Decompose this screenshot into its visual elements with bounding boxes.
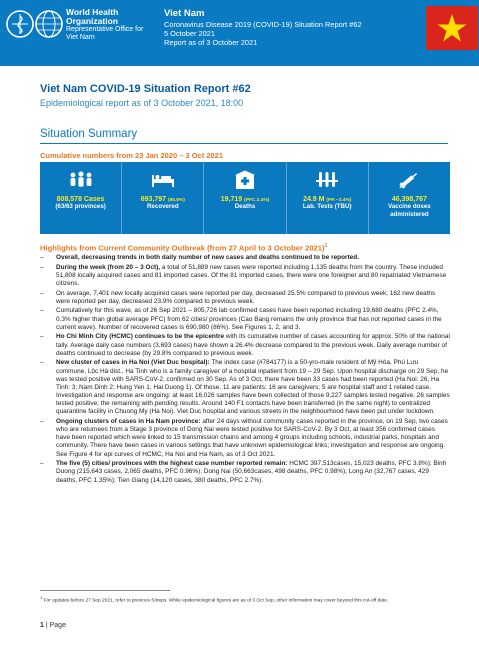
stat-recovered-number: 693,797 [140,196,167,203]
stat-deaths-pfc: (PFC 2.4%) [244,198,270,203]
hospital-icon [232,170,258,190]
highlights-title [40,243,327,253]
bullet-text: HCMC 397,513cases, 15,023 deaths, PFC 3.8%); Binh Duong (215,643 cases, 2,065 deaths, PFC 0.96%); Dong Nai (50,663cases, 498 deaths, PFC 0.98%); Long An (32,767 cases, 429 deaths, PFC 1.35%); Tien Giang (14,120 cases, 380 deaths, PFC 2.7%). [56,460,447,484]
bullet-lead: New cluster of cases in Ha Noi (Viet Duc hospital): [56,359,210,367]
people-icon [68,170,94,190]
page-subtitle: Epidemiological report as of 3 October 2021, 18:00 [40,98,244,108]
bullet-item [40,333,450,357]
who-name-block [66,8,156,42]
footnote-ref: 1 [324,243,328,249]
footnote-divider [40,590,170,591]
stat-deaths-number: 19,719 [220,196,243,203]
bullet-lead: Overall, decreasing trends in both daily number of new cases and deaths continued to be reported. [56,254,359,261]
org-name: World Health Organization [66,7,119,26]
patient-bed-icon [150,170,176,190]
bullet-text: The index case (#784177) is a 50-yro-male resident of Mỹ Hòa, Phú Lưu commune, Lộc Hà dist., Ha Tinh who is a family caregiver of a hospital inpatient from 19 – 29 Sep. Upon hospital discharge on 29 Sep, he was tested positive with SARS-CoV-2, confirmed on 30 Sep. As of 3 Oct, there have been 33 cases had been reported (Ha Noi: 26; Ha Tinh: 3; Nam Dinh 2; Hung Yen 1; Hai Duong 1). Of those, 11 are patients; 16 are caregivers; 5 are hospital staff and 1 related case. Investigation and response are ongoing: at least 16,026 samples have been collected of those 9,227 samples tested negative, 26 samples tested positive; the remaining with pending results. Around 140 F1 contacts have been transferred (in the same night) to centralized quarantine facility in Chuong My (Ha Noi). Viet Duc hospital and various streets in the neighbourhood have been put under lockdown. [56,359,450,416]
bullet-item [40,460,450,484]
header-date: 5 October 2021 [164,29,215,38]
bullet-item [40,290,450,306]
footnote-mark: 1 [40,595,43,600]
page-number-value: 1 [40,622,44,629]
bullet-item [40,359,450,416]
page-label: Page [49,622,66,629]
highlights-list [40,254,450,486]
header-report-title: Coronavirus Disease 2019 (COVID-19) Situation Report #62 [164,20,362,29]
stat-tests-value [287,196,368,203]
stat-vaccines-label: Vaccine doses administered [388,203,431,218]
test-tube-icon [314,170,340,190]
stat-cases [40,162,122,234]
header-asof: Report as of 3 October 2021 [164,38,258,47]
stat-vaccines-value: 46,398,767 [391,196,427,203]
report-header [0,0,479,66]
who-emblem-icon [4,8,64,40]
footnote-text: For updates before 27 Sep 2021, refer to previous Sitreps. While epidemiological figures are as of 3 Oct Sep, other information may cover beyond this cut-off date. [43,598,389,604]
bullet-item [40,418,450,459]
section-title: Situation Summary [40,128,138,140]
bullet-item [40,264,450,288]
bullet-item [40,254,450,262]
stat-cases-label: (63/63 provinces) [55,203,106,210]
stat-tests-label: Lab. Tests (TBU) [302,203,352,210]
stats-panel [40,162,450,234]
bullet-text: Cumulatively for this wave, as of 26 Sep 2021 – 805,726 lab confirmed cases have been reported including 19,680 deaths (PFC 2.4%, 0.3% higher than global average PFC) from 62 cities/ provinces (Cao Bang remains the only province that has not reported cases in the current wave). Number of recovered cases is 690,980 (86%). See Figures 1, 2, and 3. [56,307,442,331]
bullet-text: after 24 days without community cases reported in the province, on 19 Sep, two cases who are returnees from a Stage 3 province of Dong Nai were tested positive for SARS-CoV-2. By 3 Oct, at least 356 confirmed cases have been reported which were linked to 15 transmission chains and among 4 groups including schools, industrial parks, hospitals and community. There have been cases in various settings that have unknown epidemiological links; investigation and response are ongoing. See Figure 4 for epi curves of HCMC, Ha Noi and Ha Nam, as of 3 Oct 2021. [56,417,448,458]
header-info [164,9,414,47]
page-title: Viet Nam COVID-19 Situation Report #62 [40,83,251,95]
stat-deaths-value [204,196,285,203]
highlights-title-text: Highlights from Current Community Outbreak (from 27 April to 3 October 2021) [40,243,325,253]
stat-recovered-pct: (85.8%) [168,198,185,203]
bullet-lead: The five (5) cities/ provinces with the highest case number reported remain: [56,460,288,468]
stat-recovered-value [122,196,203,203]
bullet-lead: Ho Chi Minh City (HCMC) continues to be the epicentre [56,333,225,341]
syringe-icon [396,170,422,190]
bullet-text: On average, 7,401 new locally acquired cases were reported per day, decreased 25.5% compared to previous week; 162 new deaths were reported per day, decreased 23.9% compared to previous week. [56,289,436,305]
bullet-text: a total of 51,889 new cases were reported including 1,135 deaths from the country. These included 51,808 locally acquired cases and 81 imported cases. Of the 81 imported cases, there were one foreigner and 80 repatriated Vietnamese citizens. [56,263,447,287]
cumulative-heading: Cumulative numbers from 23 Jan 2020 – 3 Oct 2021 [40,151,223,160]
bullet-lead: During the week (from 20 – 3 Oct), [56,263,161,271]
stat-vaccines [369,162,450,234]
page-number: 1 | Page [40,622,66,629]
stat-tests-number: 24.9 M [303,196,325,203]
header-country: Viet Nam [164,8,205,19]
stat-deaths-label: Deaths [234,203,256,210]
stat-recovered-label: Recovered [146,203,179,210]
org-sub: Representative Office for Viet Nam [66,26,144,41]
stat-deaths [204,162,286,234]
stat-cases-value: 808,578 Cases [56,196,105,203]
bullet-item [40,307,450,331]
bullet-text: with its cumulative number of cases accounting for approx. 50% of the national tally. Average daily case numbers (3,693 cases) have shown a 26.4% decrease compared to the previous week. Daily average number of deaths continued to decrease (by 29.8% compared to previous week. [56,333,450,357]
section-divider [40,143,448,144]
stat-tests-pr: (PR ~2.4%) [326,198,352,203]
stat-recovered [122,162,204,234]
vietnam-flag-icon [426,6,478,50]
footnote [40,595,450,605]
stat-tests [287,162,369,234]
bullet-lead: Ongoing clusters of cases in Ha Nam province: [56,417,201,425]
